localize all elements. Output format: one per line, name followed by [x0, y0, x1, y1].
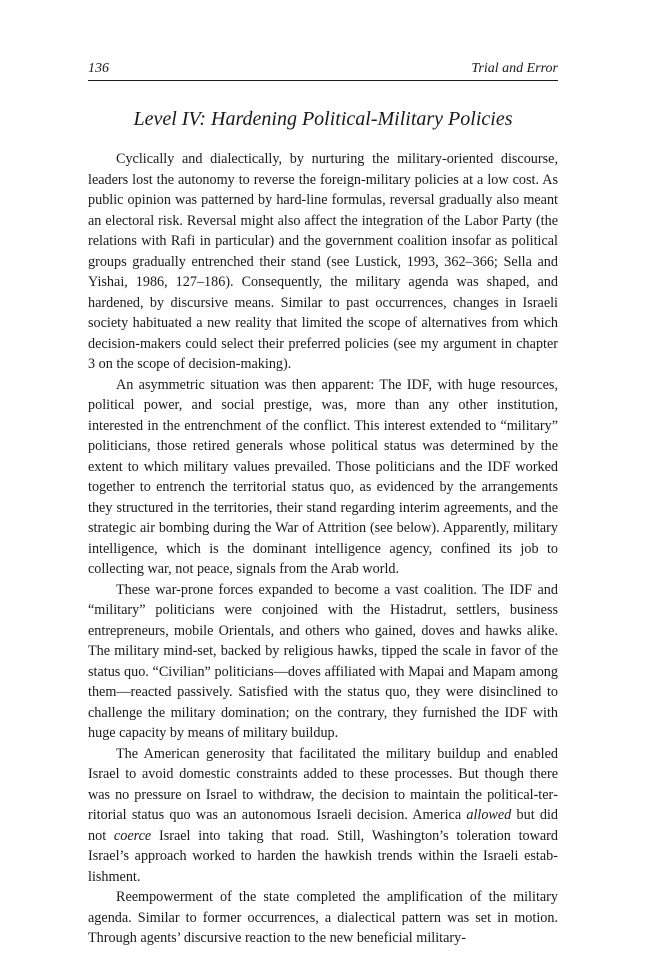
paragraph-1: Cyclically and dialectically, by nurturing the military-oriented discourse, leaders lost the autonomy to reverse the foreign-military policies at a low cost. As public opinion was patterned by hard-line formulas, reversal gradually also meant an electoral risk. Reversal might also affect the integration of the Labor Party (the relations with Rafi in particular) and the government coalition insofar as political groups gradually entrenched their stand (see Lustick, 1993, 362–366; Sella and Yishai, 1986, 127–186). Consequently, the military agenda was shaped, and hardened, by discursive means. Similar to past occurrences, changes in Israeli society habituated a new reality that limited the scope of alternatives from which decision-makers could select their preferred policies (see my argument in chapter 3 on the scope of decision-making).	[88, 151, 558, 372]
page-number: 136	[88, 61, 109, 76]
paragraph-3: These war-prone forces expanded to become a vast coalition. The IDF and “military” politicians were conjoined with the Histadrut, settlers, business entrepreneurs, mobile Orientals, and others who gained, doves and hawks alike. The military mind-set, backed by religious hawks, tipped the scale in favor of the status quo. “Civilian” politicians—doves affiliated with Mapai and Mapam among them—reacted passively. Satisfied with the status quo, they were disinclined to challenge the military domination; on the contrary, they furnished the IDF with huge capacity by means of military buildup.	[88, 581, 558, 741]
paragraph-2: An asymmetric situation was then apparent: The IDF, with huge resources, political power, and social prestige, was, more than any other institution, interested in the entrenchment of the conflict. This interest extended to “military” politicians, those retired generals whose political status was determined by the extent to which military values prevailed. Those politicians and the IDF worked together to entrench the territorial status quo, as evidenced by the arrangements they structured in the territories, their stand regarding interim agreements, and the strategic air bombing during the War of Attrition (see below). Apparently, military intelligence, which is the dominant intelligence agency, confined its job to collecting war, not peace, signals from the Arab world.	[88, 376, 558, 577]
emphasis-allowed: allowed	[466, 807, 512, 823]
book-page	[88, 60, 558, 949]
paragraph-4	[88, 744, 558, 888]
body-text	[88, 149, 558, 949]
paragraph-4-text-c: Israel into taking that road. Still, Washington’s toleration toward Israel’s approach worked to harden the hawkish trends within the Israeli establishment.	[88, 827, 558, 885]
paragraph-4-text-b: but did not	[88, 807, 558, 844]
paragraph-5: Reempowerment of the state completed the amplification of the military agenda. Similar to former occurrences, a dialectical pattern was set in motion. Through agents’ discursive reaction to the new beneficial military-	[88, 889, 558, 946]
emphasis-coerce: coerce	[113, 827, 152, 844]
paragraph-4-text-a: The American generosity that facilitated the military buildup and enabled Israel to avoid domestic constraints added to these processes. But though there was no pressure on Israel to withdraw, the decision to maintain the political-territorial status quo was an autonomous Israeli decision. America	[88, 745, 558, 823]
section-title: Level IV: Hardening Political-Military Policies	[133, 108, 513, 130]
running-head	[88, 60, 558, 81]
book-title: Trial and Error	[471, 61, 558, 76]
